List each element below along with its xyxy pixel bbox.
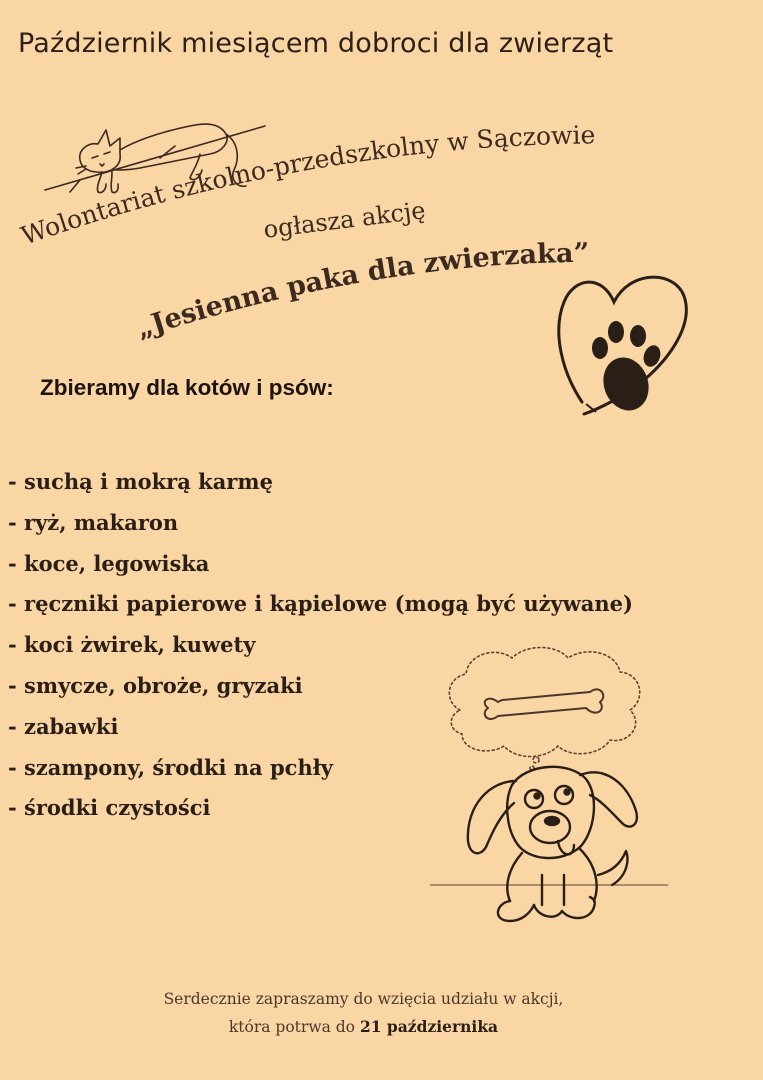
dog-icon	[430, 745, 670, 930]
list-item: - koce, legowiska	[8, 550, 210, 576]
page-title: Październik miesiącem dobroci dla zwierząt	[18, 28, 614, 59]
list-item: - szampony, środki na pchły	[8, 754, 333, 780]
organizer-title: Wolontariat szkolno-przedszkolny w Sączowie	[17, 120, 596, 251]
list-item: - smycze, obroże, gryzaki	[8, 672, 303, 698]
list-item: - zabawki	[8, 713, 119, 739]
list-item: - koci żwirek, kuwety	[8, 632, 256, 658]
heart-paw-icon	[552, 262, 697, 422]
campaign-title: „Jesienna paka dla zwierzaka”	[132, 237, 590, 345]
list-item: - ręczniki papierowe i kąpielowe (mogą być używane)	[8, 591, 633, 617]
collect-heading: Zbieramy dla kotów i psów:	[40, 375, 334, 400]
list-item: - ryż, makaron	[8, 509, 179, 535]
list-item: - środki czystości	[8, 795, 211, 821]
footer-line-2	[0, 1013, 727, 1041]
footer-line-2-prefix: która potrwa do	[228, 1018, 356, 1036]
end-date: 21 października	[359, 1017, 499, 1036]
footer-line-1: Serdecznie zapraszamy do wzięcia udziału w akcji,	[163, 990, 564, 1008]
announcement-text: ogłasza akcję	[262, 196, 427, 244]
list-item: - suchą i mokrą karmę	[8, 469, 273, 494]
footer-invitation	[0, 985, 727, 1041]
